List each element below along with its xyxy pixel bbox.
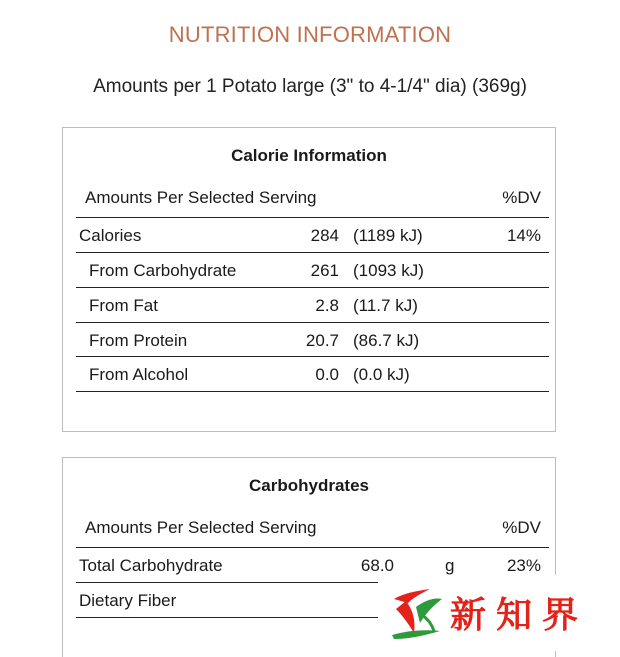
row-kj: (1189 kJ) [353, 226, 423, 245]
row-divider [76, 391, 549, 392]
row-name: Calories [79, 226, 142, 245]
column-dv: %DV [502, 518, 541, 537]
from-alcohol-row [79, 358, 549, 392]
serving-size: Amounts per 1 Potato large (3" to 4-1/4" dia) (369g) [93, 76, 527, 97]
watermark [378, 575, 620, 651]
column-header [85, 518, 541, 542]
row-name: Total Carbohydrate [79, 556, 223, 575]
row-kj: (1093 kJ) [353, 261, 424, 280]
panel-heading: Calorie Information [231, 146, 387, 165]
row-divider [76, 322, 549, 323]
row-amount: 284 [310, 226, 339, 245]
from-protein-row [79, 324, 549, 358]
row-kj: (0.0 kJ) [353, 365, 410, 384]
row-dv: 14% [506, 226, 541, 245]
row-divider [76, 547, 549, 548]
page-title: NUTRITION INFORMATION [168, 22, 452, 47]
column-label: Amounts Per Selected Serving [85, 188, 317, 207]
row-divider [76, 287, 549, 288]
row-amount: 0.0 [315, 365, 339, 384]
from-fat-row [79, 289, 549, 323]
row-kj: (11.7 kJ) [353, 296, 418, 315]
row-unit: g [445, 556, 455, 575]
column-dv: %DV [502, 188, 541, 207]
watermark-logo-icon [386, 579, 446, 643]
row-name: From Fat [89, 296, 158, 315]
calorie-information-panel [62, 127, 556, 432]
row-name: From Protein [89, 331, 188, 350]
row-divider [76, 356, 549, 357]
row-amount: 20.7 [305, 331, 339, 350]
row-name: From Carbohydrate [89, 261, 237, 280]
row-divider [76, 252, 549, 253]
from-carbohydrate-row [79, 254, 549, 288]
row-kj: (86.7 kJ) [353, 331, 420, 350]
column-label: Amounts Per Selected Serving [85, 518, 317, 537]
row-amount: 261 [310, 261, 339, 280]
calories-row [79, 219, 549, 253]
row-name: From Alcohol [89, 365, 189, 384]
watermark-text: 新知界 [450, 594, 589, 636]
row-amount: 68.0 [360, 556, 394, 575]
panel-heading: Carbohydrates [249, 476, 369, 495]
row-name: Dietary Fiber [79, 591, 177, 610]
column-header [85, 188, 541, 212]
row-divider [76, 217, 549, 218]
row-dv: 23% [506, 556, 541, 575]
row-amount: 2.8 [315, 296, 339, 315]
